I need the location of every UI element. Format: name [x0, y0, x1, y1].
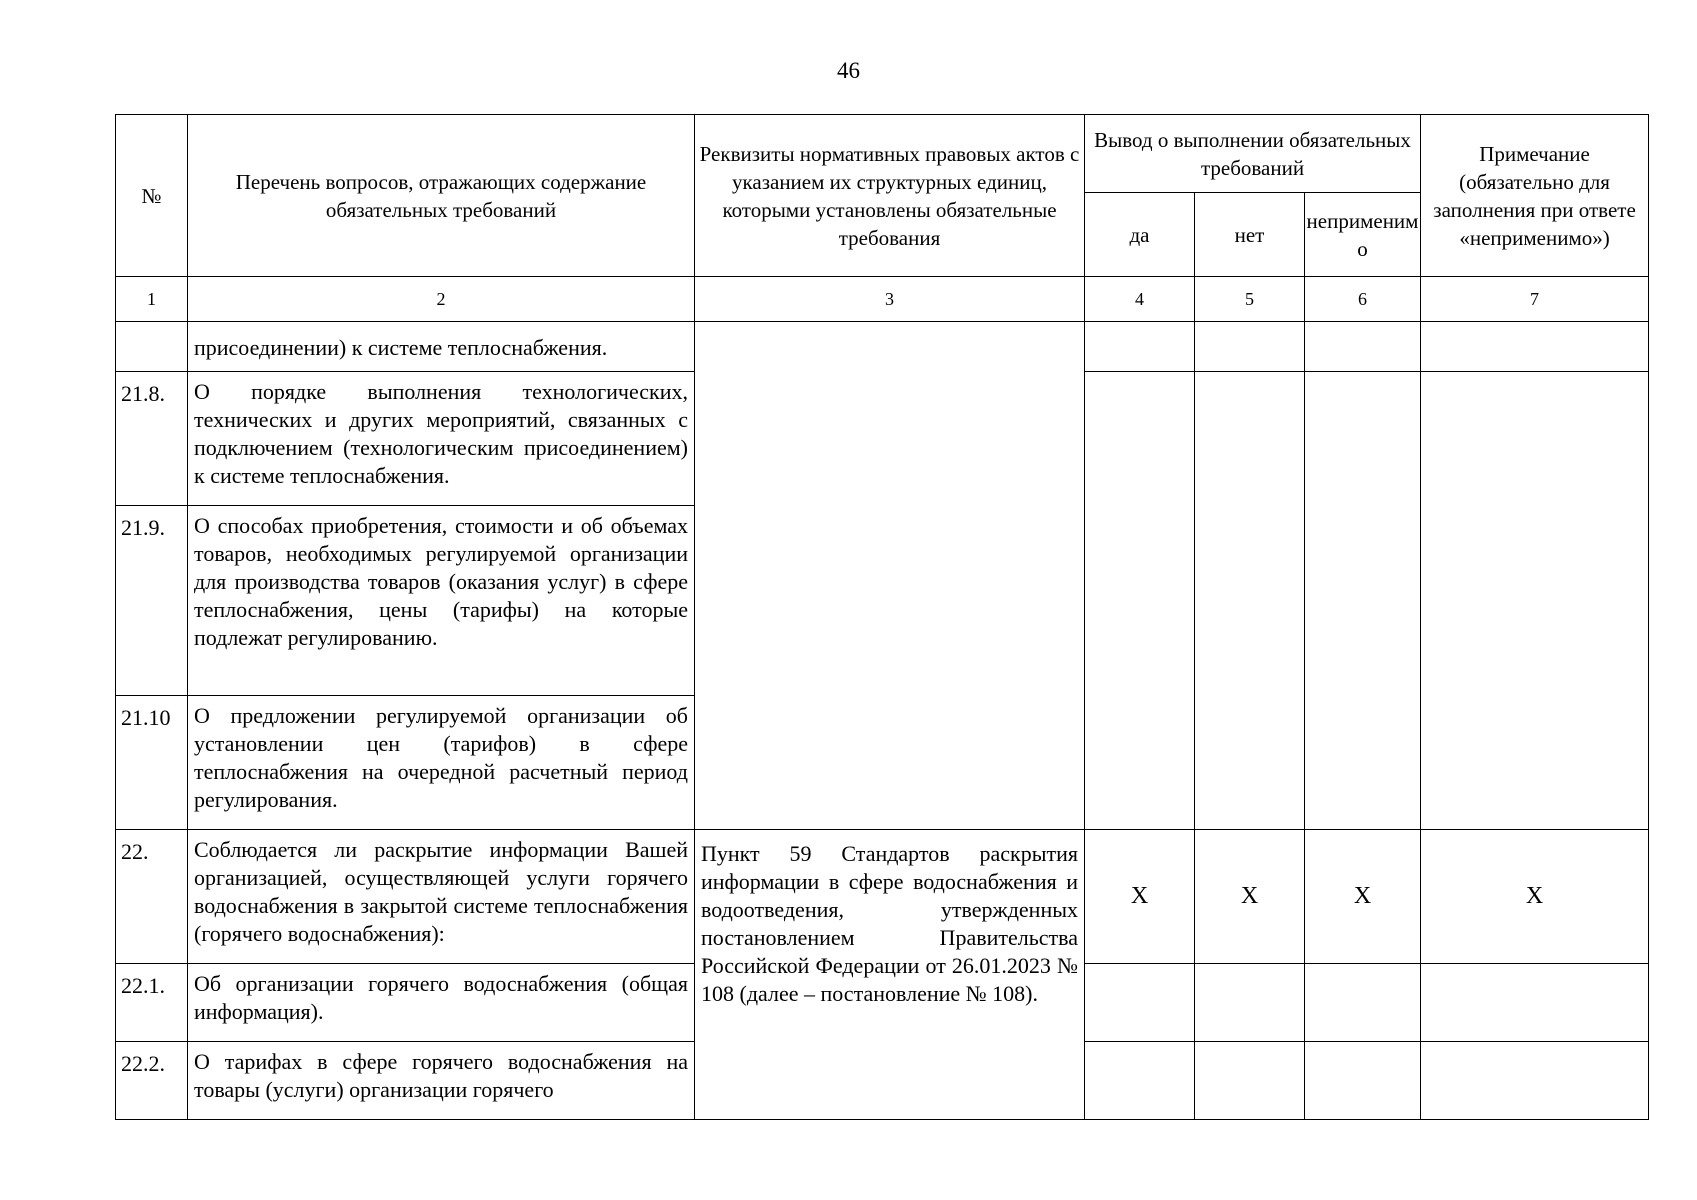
cell-no	[1195, 964, 1305, 1042]
cell-na: X	[1305, 830, 1421, 964]
header-col-na: неприменимо	[1305, 193, 1421, 277]
header-col-requisites: Реквизиты нормативных правовых актов с указанием их структурных единиц, которыми установлены обязательные требования	[695, 115, 1085, 277]
header-col-no-answer: нет	[1195, 193, 1305, 277]
cell-na	[1305, 322, 1421, 372]
cell-yes	[1085, 1042, 1195, 1120]
cell-yes: X	[1085, 830, 1195, 964]
row-question: О тарифах в сфере горячего водоснабжения на товары (услуги) организации горячего	[188, 1042, 695, 1120]
column-number: 5	[1195, 277, 1305, 322]
cell-no	[1195, 1042, 1305, 1120]
row-number: 21.9.	[116, 506, 188, 696]
page-number: 46	[837, 58, 860, 83]
row-number: 22.	[116, 830, 188, 964]
header-col-no: №	[116, 115, 188, 277]
row-number	[116, 322, 188, 372]
column-number: 7	[1421, 277, 1649, 322]
column-number: 6	[1305, 277, 1421, 322]
row-question: Об организации горячего водоснабжения (общая информация).	[188, 964, 695, 1042]
row-number: 22.1.	[116, 964, 188, 1042]
header-col-conclusion: Вывод о выполнении обязательных требований	[1085, 115, 1421, 193]
row-number: 22.2.	[116, 1042, 188, 1120]
row-number: 21.10	[116, 696, 188, 830]
cell-no	[1195, 322, 1305, 372]
column-number: 1	[116, 277, 188, 322]
column-numbers-row	[116, 277, 1649, 322]
cell-note	[1421, 964, 1649, 1042]
requirements-table	[115, 114, 1649, 1120]
row-question: присоединении) к системе теплоснабжения.	[188, 322, 695, 372]
table-row	[116, 322, 1649, 372]
header-col-questions: Перечень вопросов, отражающих содержание обязательных требований	[188, 115, 695, 277]
row-question: О порядке выполнения технологических, технических и других мероприятий, связанных с подключением (технологическим присоединением) к системе теплоснабжения.	[188, 372, 695, 506]
cell-na	[1305, 1042, 1421, 1120]
cell-note	[1421, 372, 1649, 830]
cell-yes	[1085, 372, 1195, 830]
row-question: О предложении регулируемой организации об установлении цен (тарифов) в сфере теплоснабжения на очередной расчетный период регулирования.	[188, 696, 695, 830]
cell-yes	[1085, 964, 1195, 1042]
header-row-1	[116, 115, 1649, 193]
cell-note	[1421, 1042, 1649, 1120]
cell-note	[1421, 322, 1649, 372]
cell-yes	[1085, 322, 1195, 372]
header-col-note: Примечание (обязательно для заполнения при ответе «неприменимо»)	[1421, 115, 1649, 277]
row-question: Соблюдается ли раскрытие информации Вашей организацией, осуществляющей услуги горячего водоснабжения в закрытой системе теплоснабжения (горячего водоснабжения):	[188, 830, 695, 964]
table-row	[116, 830, 1649, 964]
row-requisites-empty	[695, 322, 1085, 830]
cell-na	[1305, 372, 1421, 830]
row-requisites: Пункт 59 Стандартов раскрытия информации в сфере водоснабжения и водоотведения, утвержденных постановлением Правительства Российской Федерации от 26.01.2023 № 108 (далее – постановление № 108).	[695, 830, 1085, 1120]
cell-no: X	[1195, 830, 1305, 964]
row-question: О способах приобретения, стоимости и об объемах товаров, необходимых регулируемой организации для производства товаров (оказания услуг) в сфере теплоснабжения, цены (тарифы) на которые подлежат регулированию.	[188, 506, 695, 696]
cell-note: X	[1421, 830, 1649, 964]
row-number: 21.8.	[116, 372, 188, 506]
column-number: 4	[1085, 277, 1195, 322]
cell-na	[1305, 964, 1421, 1042]
cell-no	[1195, 372, 1305, 830]
header-col-yes: да	[1085, 193, 1195, 277]
column-number: 2	[188, 277, 695, 322]
column-number: 3	[695, 277, 1085, 322]
